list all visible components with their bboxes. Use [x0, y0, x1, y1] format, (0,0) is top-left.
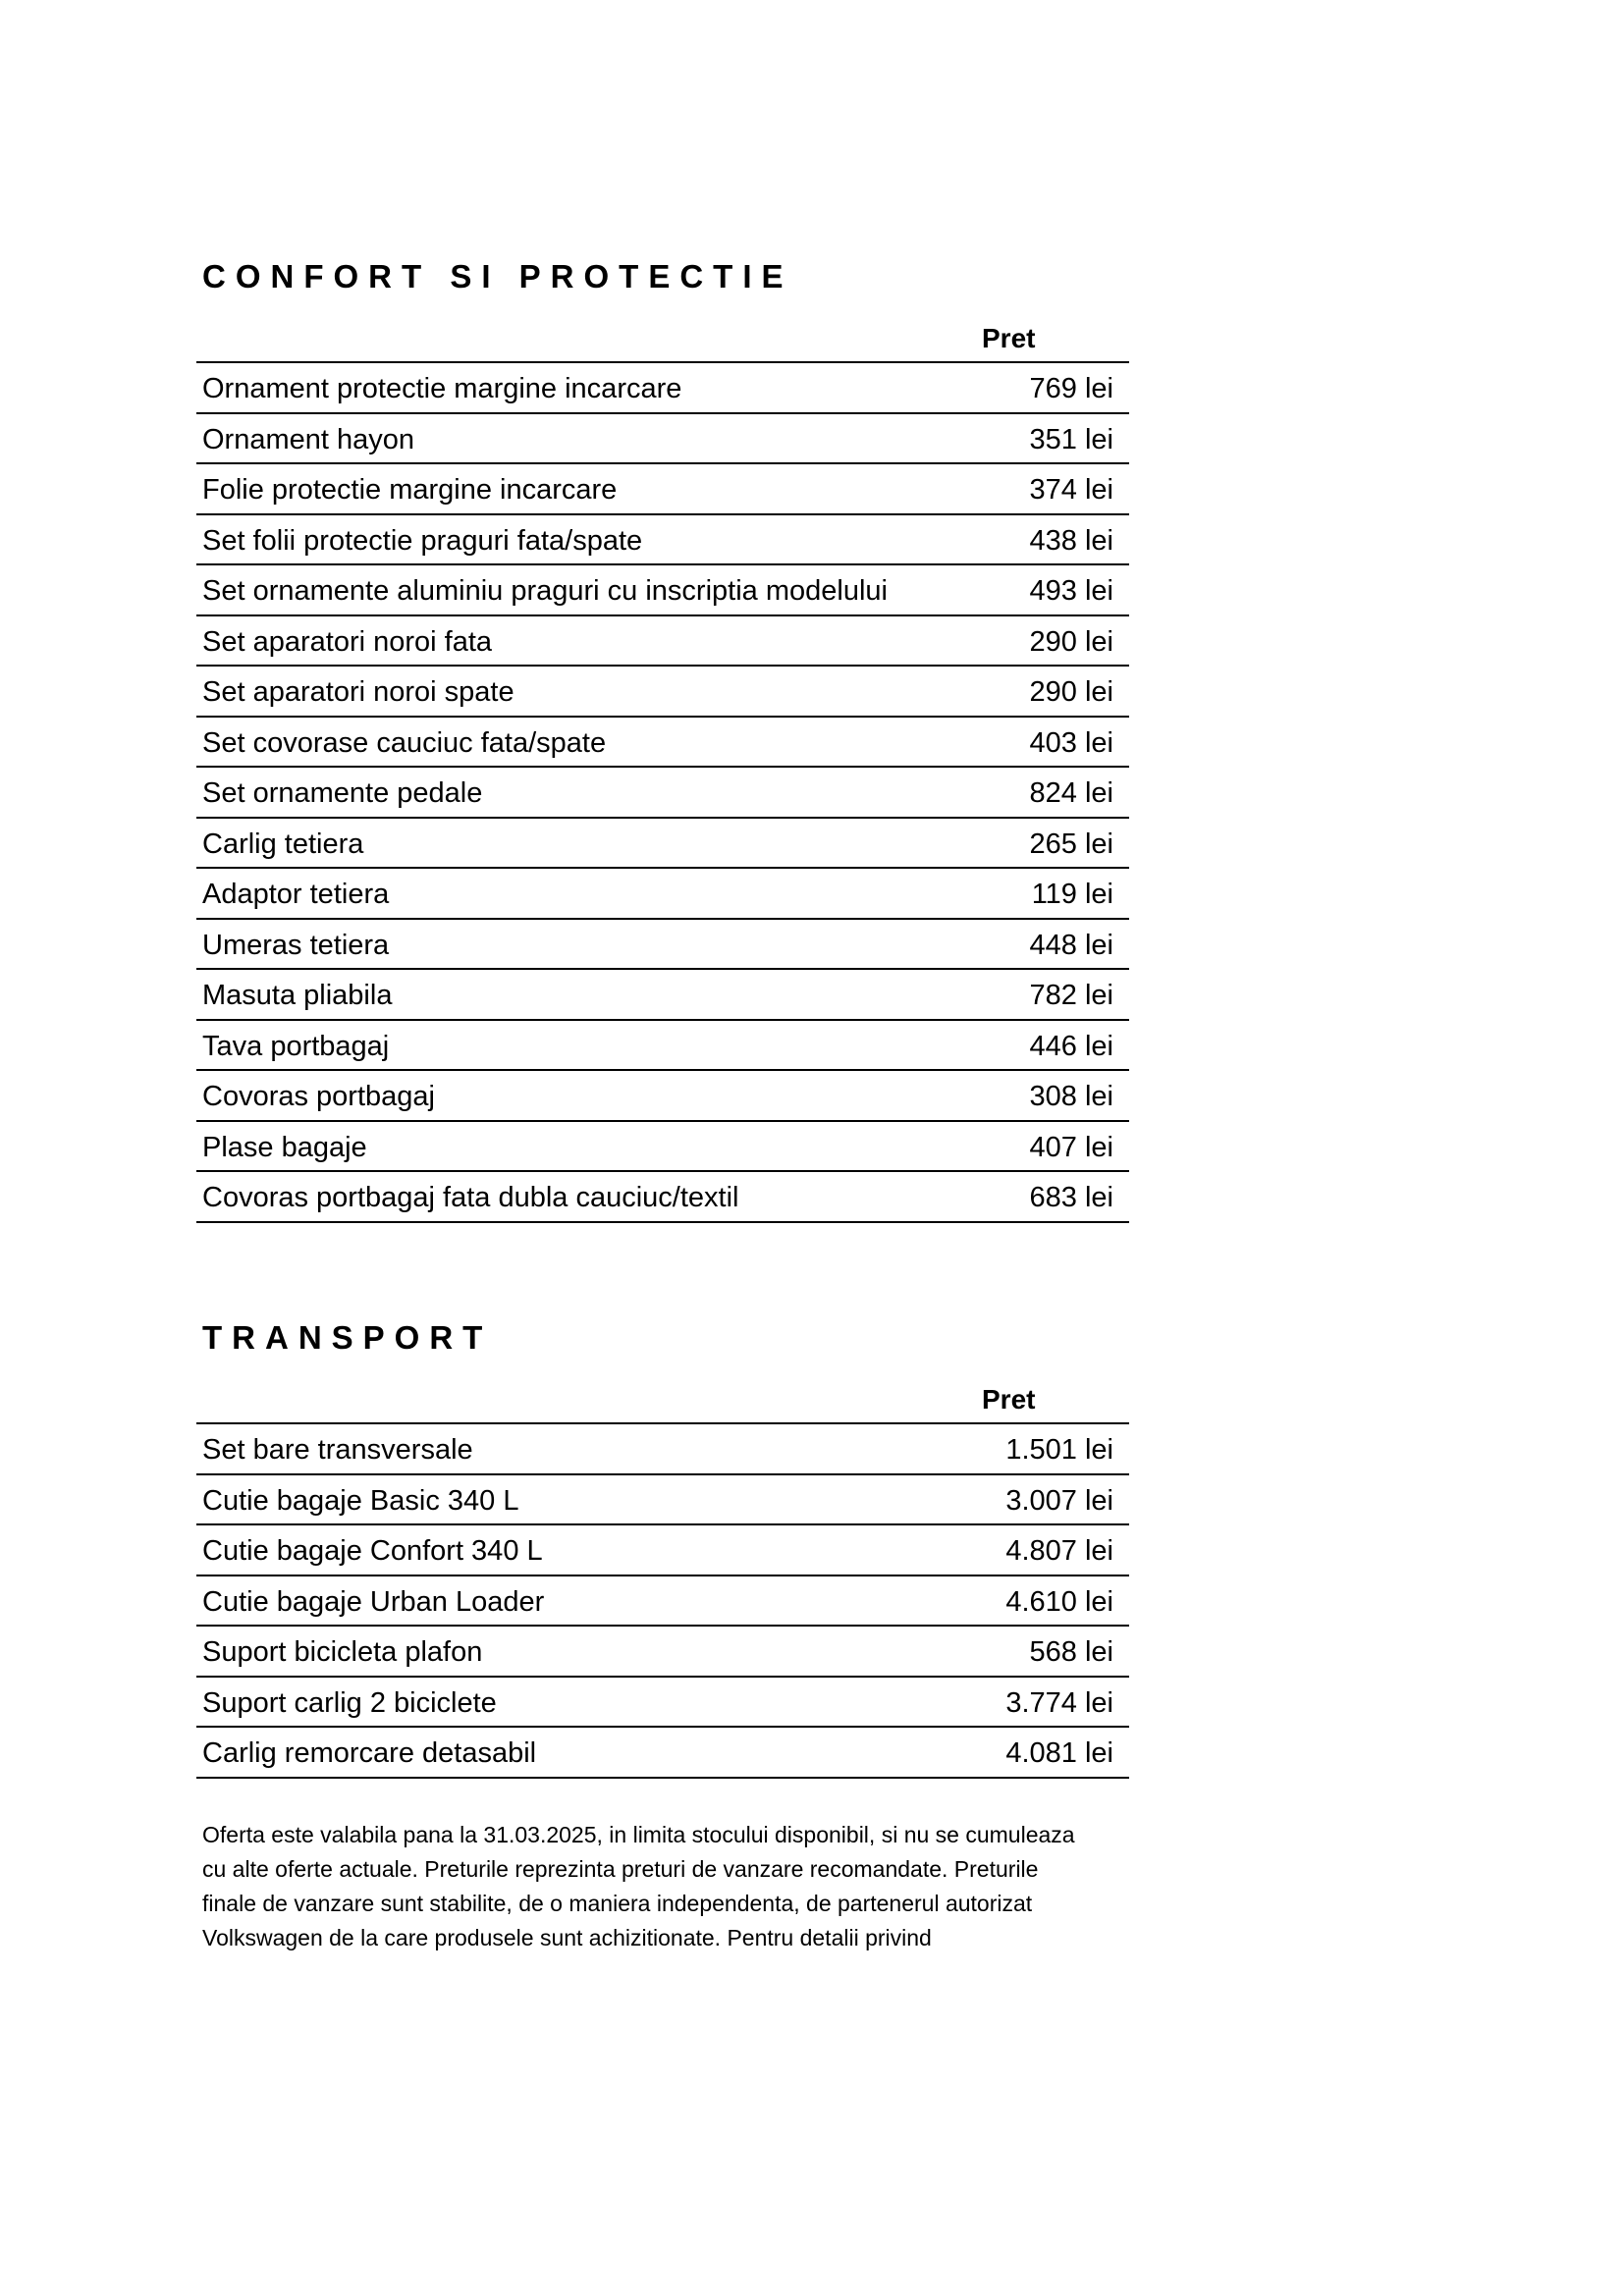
item-name: Cutie bagaje Urban Loader: [202, 1585, 545, 1618]
item-price: 265 lei: [1029, 828, 1113, 860]
item-price: 769 lei: [1029, 373, 1113, 404]
section-title: TRANSPORT: [202, 1319, 493, 1356]
item-name: Suport bicicleta plafon: [202, 1636, 483, 1668]
item-price: 3.774 lei: [1005, 1686, 1113, 1719]
item-name: Folie protectie margine incarcare: [202, 474, 618, 506]
table-row: [196, 920, 1129, 971]
item-price: 374 lei: [1029, 474, 1113, 506]
disclaimer-line: finale de vanzare sunt stabilite, de o maniera independenta, de partenerul autorizat: [202, 1891, 1033, 1916]
item-price: 308 lei: [1029, 1081, 1113, 1112]
disclaimer-line: cu alte oferte actuale. Preturile reprezinta preturi de vanzare recomandate. Preturile: [202, 1856, 1039, 1882]
offer-disclaimer: [202, 1818, 1145, 1955]
table-row: [196, 1728, 1129, 1779]
table-row: [196, 464, 1129, 515]
item-price: 782 lei: [1029, 980, 1113, 1011]
item-name: Set covorase cauciuc fata/spate: [202, 726, 607, 759]
disclaimer-line: Volkswagen de la care produsele sunt achizitionate. Pentru detalii privind: [202, 1925, 932, 1950]
item-name: Set ornamente pedale: [202, 777, 483, 809]
table-row: [196, 869, 1129, 920]
item-name: Adaptor tetiera: [202, 879, 390, 910]
table-row: [196, 1627, 1129, 1678]
item-price: 407 lei: [1029, 1131, 1113, 1163]
item-name: Umeras tetiera: [202, 929, 390, 961]
price-header-label: Pret: [982, 1384, 1036, 1415]
item-price: 4.610 lei: [1005, 1585, 1113, 1618]
item-price: 403 lei: [1029, 726, 1113, 759]
item-price: 446 lei: [1029, 1030, 1113, 1062]
item-name: Set folii protectie praguri fata/spate: [202, 524, 643, 557]
table-row: [196, 1071, 1129, 1122]
item-price: 568 lei: [1029, 1636, 1113, 1668]
price-column-header: [196, 1379, 1129, 1418]
item-price: 438 lei: [1029, 524, 1113, 557]
price-table: [196, 1422, 1129, 1779]
item-name: Suport carlig 2 biciclete: [202, 1686, 497, 1719]
item-price: 824 lei: [1029, 777, 1113, 809]
table-row: [196, 414, 1129, 465]
table-row: [196, 1172, 1129, 1223]
item-name: Ornament protectie margine incarcare: [202, 373, 682, 404]
item-name: Masuta pliabila: [202, 980, 393, 1011]
item-name: Ornament hayon: [202, 423, 415, 455]
item-price: 493 lei: [1029, 575, 1113, 607]
table-row: [196, 768, 1129, 819]
item-price: 290 lei: [1029, 676, 1113, 708]
item-price: 3.007 lei: [1005, 1484, 1113, 1517]
table-row: [196, 1525, 1129, 1576]
price-table: [196, 361, 1129, 1223]
table-row: [196, 970, 1129, 1021]
item-name: Cutie bagaje Basic 340 L: [202, 1484, 519, 1517]
table-row: [196, 1576, 1129, 1628]
table-row: [196, 616, 1129, 667]
item-name: Tava portbagaj: [202, 1030, 390, 1062]
table-row: [196, 819, 1129, 870]
table-row: [196, 1475, 1129, 1526]
price-header-label: Pret: [982, 323, 1036, 353]
item-name: Carlig remorcare detasabil: [202, 1737, 537, 1769]
item-name: Covoras portbagaj fata dubla cauciuc/textil: [202, 1182, 739, 1213]
item-name: Carlig tetiera: [202, 828, 364, 860]
item-price: 119 lei: [1031, 879, 1113, 910]
item-price: 4.081 lei: [1005, 1737, 1113, 1769]
item-name: Set bare transversale: [202, 1434, 473, 1466]
item-price: 683 lei: [1029, 1182, 1113, 1213]
table-row: [196, 1021, 1129, 1072]
item-name: Set ornamente aluminiu praguri cu inscriptia modelului: [202, 575, 888, 607]
item-price: 448 lei: [1029, 929, 1113, 961]
item-name: Plase bagaje: [202, 1131, 367, 1163]
table-row: [196, 667, 1129, 718]
table-row: [196, 515, 1129, 566]
table-row: [196, 718, 1129, 769]
table-row: [196, 1122, 1129, 1173]
table-row: [196, 565, 1129, 616]
table-row: [196, 1424, 1129, 1475]
item-name: Covoras portbagaj: [202, 1081, 435, 1112]
item-name: Set aparatori noroi spate: [202, 676, 514, 708]
table-row: [196, 1678, 1129, 1729]
disclaimer-line: Oferta este valabila pana la 31.03.2025, in limita stocului disponibil, si nu se cumuleaza: [202, 1822, 1075, 1847]
item-price: 290 lei: [1029, 625, 1113, 658]
item-name: Set aparatori noroi fata: [202, 625, 493, 658]
item-price: 4.807 lei: [1005, 1535, 1113, 1567]
item-name: Cutie bagaje Confort 340 L: [202, 1535, 543, 1567]
item-price: 351 lei: [1029, 423, 1113, 455]
table-row: [196, 363, 1129, 414]
price-column-header: [196, 318, 1129, 357]
item-price: 1.501 lei: [1005, 1434, 1113, 1466]
section-title: CONFORT SI PROTECTIE: [202, 258, 793, 294]
